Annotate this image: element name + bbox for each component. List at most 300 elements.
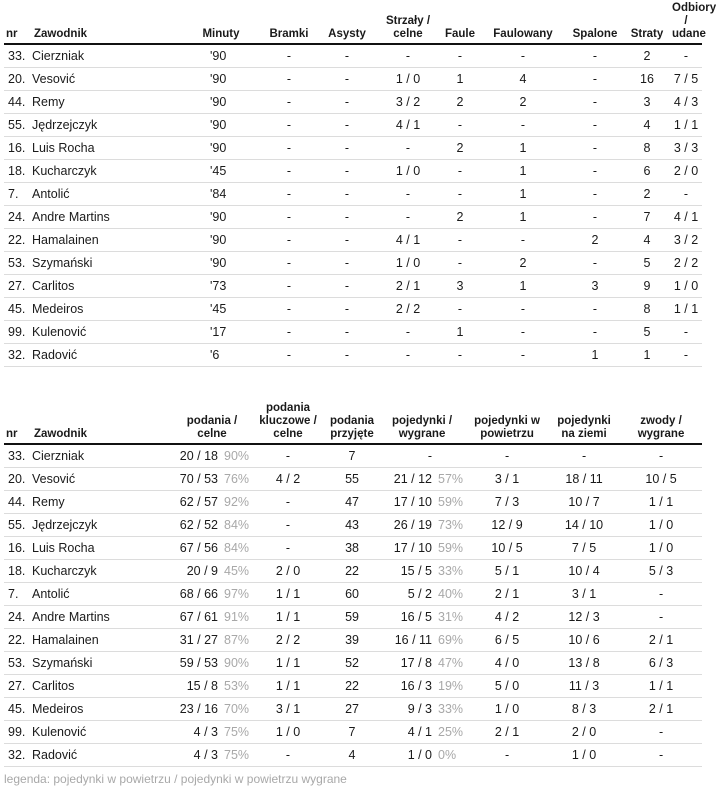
header-cell: Odbiory / udane <box>670 2 702 44</box>
table-cell: 53. <box>4 252 32 275</box>
table-cell: 2 <box>566 229 624 252</box>
table-cell: - <box>250 491 326 514</box>
table-cell: 18 / 11 <box>548 468 620 491</box>
table-cell: - <box>250 744 326 767</box>
table-cell: 3 <box>566 275 624 298</box>
table-cell: 4 / 3 <box>670 91 702 114</box>
table-cell: 15 / 8 <box>174 675 220 698</box>
table-cell: 4 / 1 <box>670 206 702 229</box>
table-cell: 59 <box>326 606 378 629</box>
table-cell: 1 / 1 <box>250 675 326 698</box>
table-cell: 99. <box>4 721 32 744</box>
table-row <box>4 744 702 767</box>
table-cell: 26 / 19 <box>378 514 434 537</box>
table-row <box>4 721 702 744</box>
table-cell: - <box>440 298 480 321</box>
table-cell: '17 <box>182 321 260 344</box>
table-cell: 13 / 8 <box>548 652 620 675</box>
passing-duels-table <box>4 402 702 767</box>
table-cell: 24. <box>4 206 32 229</box>
table-cell: 69% <box>434 629 466 652</box>
header-cell: podania przyjęte <box>326 402 378 444</box>
table-row <box>4 583 702 606</box>
table-cell: 47 <box>326 491 378 514</box>
table-cell: Cierzniak <box>32 44 182 68</box>
table-cell: - <box>376 44 440 68</box>
table-cell: 1 <box>566 344 624 367</box>
table-cell: 4 <box>624 114 670 137</box>
table-cell: - <box>260 321 318 344</box>
table-cell: - <box>260 183 318 206</box>
table-row <box>4 606 702 629</box>
table-cell: - <box>440 160 480 183</box>
match-stats-table <box>4 2 716 367</box>
table-row <box>4 44 702 68</box>
table-row <box>4 275 702 298</box>
table-cell: 2 / 0 <box>250 560 326 583</box>
table-row <box>4 560 702 583</box>
table-cell: 15 / 5 <box>378 560 434 583</box>
table-cell: 7 / 5 <box>548 537 620 560</box>
table-cell: 27 <box>326 698 378 721</box>
table-row <box>4 206 702 229</box>
table-cell: '90 <box>182 68 260 91</box>
table-cell: 4 / 1 <box>376 229 440 252</box>
header-cell: Asysty <box>318 2 376 44</box>
table-cell: 2 / 2 <box>670 252 702 275</box>
table-cell: 5 / 3 <box>620 560 702 583</box>
table-cell: 1 / 0 <box>378 744 434 767</box>
table-cell: 6 / 5 <box>466 629 548 652</box>
table-cell: - <box>376 206 440 229</box>
table-cell: - <box>566 298 624 321</box>
table-cell: 84% <box>220 514 250 537</box>
table-cell: - <box>566 137 624 160</box>
table-cell: Kucharczyk <box>32 160 182 183</box>
table-cell: '73 <box>182 275 260 298</box>
table-cell: 68 / 66 <box>174 583 220 606</box>
table-cell: Remy <box>32 91 182 114</box>
table-cell: 55. <box>4 114 32 137</box>
table-cell: 8 / 3 <box>548 698 620 721</box>
table-cell: 92% <box>220 491 250 514</box>
table-cell: - <box>440 44 480 68</box>
table-cell: '90 <box>182 91 260 114</box>
table-cell: 32. <box>4 344 32 367</box>
table-cell: 59% <box>434 491 466 514</box>
header-cell: Straty <box>624 2 670 44</box>
table-cell: - <box>670 44 702 68</box>
table-cell: 16 <box>624 68 670 91</box>
table-cell: 1 <box>480 160 566 183</box>
table-cell: - <box>318 252 376 275</box>
header-cell: podania kluczowe / celne <box>250 402 326 444</box>
table-row <box>4 321 702 344</box>
table-row <box>4 298 702 321</box>
table-cell: - <box>620 721 702 744</box>
table-cell: - <box>318 137 376 160</box>
table-cell: - <box>260 229 318 252</box>
table-cell: '90 <box>182 229 260 252</box>
table-cell: - <box>318 275 376 298</box>
table-row <box>4 91 702 114</box>
table-cell: 22. <box>4 629 32 652</box>
table-cell: 18. <box>4 160 32 183</box>
table-row <box>4 468 702 491</box>
table-cell: 5 <box>624 321 670 344</box>
table-cell: 22 <box>326 560 378 583</box>
table-cell: 24. <box>4 606 32 629</box>
table-cell: - <box>440 344 480 367</box>
table-cell: 12 / 9 <box>466 514 548 537</box>
table-cell: - <box>566 252 624 275</box>
table-cell: 4 / 3 <box>174 721 220 744</box>
table-cell: 60 <box>326 583 378 606</box>
table-cell: 7 <box>326 721 378 744</box>
table-cell: '84 <box>182 183 260 206</box>
header-cell: pojedynki / wygrane <box>378 402 466 444</box>
table-cell: 2 <box>480 252 566 275</box>
table-row <box>4 652 702 675</box>
table-cell: 33% <box>434 698 466 721</box>
table-cell: - <box>318 114 376 137</box>
table-cell: - <box>376 321 440 344</box>
table-cell: 7 / 5 <box>670 68 702 91</box>
table-cell: 2 <box>480 91 566 114</box>
table-cell: 52 <box>326 652 378 675</box>
table-cell: - <box>566 183 624 206</box>
table-cell: - <box>260 68 318 91</box>
table-cell: 8 <box>624 137 670 160</box>
table-cell: 27. <box>4 675 32 698</box>
table-cell: - <box>260 44 318 68</box>
table-cell: 20. <box>4 68 32 91</box>
table-row <box>4 698 702 721</box>
table-cell: Andre Martins <box>32 606 174 629</box>
table-cell: - <box>440 114 480 137</box>
table-cell: 2 / 0 <box>670 160 702 183</box>
table-cell: - <box>620 744 702 767</box>
table-cell: 1 / 0 <box>620 514 702 537</box>
table-cell: 10 / 5 <box>620 468 702 491</box>
table-cell: - <box>260 344 318 367</box>
table-cell: 31% <box>434 606 466 629</box>
table-cell: 39 <box>326 629 378 652</box>
table-cell: 3 / 2 <box>670 229 702 252</box>
table-cell: - <box>480 344 566 367</box>
table-cell: 1 <box>480 183 566 206</box>
table-cell: Antolić <box>32 183 182 206</box>
table-cell: 27. <box>4 275 32 298</box>
table-cell: 1 / 1 <box>670 114 702 137</box>
table-cell: - <box>250 444 326 468</box>
table-cell: - <box>376 183 440 206</box>
table-cell: 9 <box>624 275 670 298</box>
table-cell: Antolić <box>32 583 174 606</box>
table-row <box>4 229 702 252</box>
table-row <box>4 252 702 275</box>
table-cell: - <box>260 252 318 275</box>
table-cell: '90 <box>182 252 260 275</box>
table-cell: 2 <box>624 183 670 206</box>
table-cell: Andre Martins <box>32 206 182 229</box>
table-cell: - <box>318 44 376 68</box>
table-cell: 31 / 27 <box>174 629 220 652</box>
table-cell: - <box>566 321 624 344</box>
table-cell: - <box>260 275 318 298</box>
table-cell: 44. <box>4 491 32 514</box>
table-cell: - <box>480 298 566 321</box>
table-cell: 3 <box>624 91 670 114</box>
table-cell: 10 / 4 <box>548 560 620 583</box>
table-cell: 14 / 10 <box>548 514 620 537</box>
table-cell: Kucharczyk <box>32 560 174 583</box>
table-cell: 17 / 10 <box>378 491 434 514</box>
table-cell: - <box>318 160 376 183</box>
table-cell: 2 <box>440 137 480 160</box>
table-cell: - <box>670 344 702 367</box>
table-cell: 23 / 16 <box>174 698 220 721</box>
table-cell: 5 / 0 <box>466 675 548 698</box>
table-cell: 2 / 1 <box>376 275 440 298</box>
table-cell: 16 / 11 <box>378 629 434 652</box>
table-cell: 11 / 3 <box>548 675 620 698</box>
table-cell: Jędrzejczyk <box>32 114 182 137</box>
table-cell: 3 / 1 <box>548 583 620 606</box>
table-cell: 2 / 1 <box>466 583 548 606</box>
table-cell: 1 / 0 <box>548 744 620 767</box>
table-row <box>4 491 702 514</box>
table-cell: - <box>260 91 318 114</box>
table-cell: 45. <box>4 698 32 721</box>
table-cell: 1 <box>440 68 480 91</box>
table-cell: 4 <box>480 68 566 91</box>
table-cell: 1 / 1 <box>250 583 326 606</box>
header-cell: Strzały / celne <box>376 2 440 44</box>
table-cell: Medeiros <box>32 698 174 721</box>
table-cell: 87% <box>220 629 250 652</box>
table-cell: Medeiros <box>32 298 182 321</box>
table-cell: 47% <box>434 652 466 675</box>
table-cell: - <box>318 206 376 229</box>
table-cell: 19% <box>434 675 466 698</box>
table-cell: - <box>318 321 376 344</box>
header-cell: pojedynki w powietrzu <box>466 402 548 444</box>
header-cell: Minuty <box>182 2 260 44</box>
table-cell: Vesović <box>32 68 182 91</box>
header-cell: Spalone <box>566 2 624 44</box>
table-cell: 90% <box>220 444 250 468</box>
table-cell: 53. <box>4 652 32 675</box>
table-cell: 25% <box>434 721 466 744</box>
table-cell: - <box>260 160 318 183</box>
table-cell: 9 / 3 <box>378 698 434 721</box>
table-cell: 20 / 9 <box>174 560 220 583</box>
table-cell: 7. <box>4 583 32 606</box>
table-cell: 2 / 1 <box>620 629 702 652</box>
table-cell: Kulenović <box>32 321 182 344</box>
table-cell: 55 <box>326 468 378 491</box>
table-cell: - <box>480 321 566 344</box>
table-row <box>4 344 702 367</box>
table-cell: - <box>250 537 326 560</box>
table-cell: 1 / 1 <box>250 606 326 629</box>
table-cell: Szymański <box>32 652 174 675</box>
table-cell: 12 / 3 <box>548 606 620 629</box>
table-cell: Jędrzejczyk <box>32 514 174 537</box>
table-cell: 70 / 53 <box>174 468 220 491</box>
header-cell: nr <box>4 2 32 44</box>
table-cell: '6 <box>182 344 260 367</box>
table-cell: - <box>260 298 318 321</box>
table-cell: Hamalainen <box>32 629 174 652</box>
table-cell: - <box>566 206 624 229</box>
table-cell: Cierzniak <box>32 444 174 468</box>
table-cell: 45. <box>4 298 32 321</box>
table-cell: - <box>260 137 318 160</box>
table-cell: 4 / 2 <box>466 606 548 629</box>
header-cell: zwody / wygrane <box>620 402 702 444</box>
table-cell: 2 <box>440 206 480 229</box>
table-row <box>4 114 702 137</box>
table-cell: 45% <box>220 560 250 583</box>
table-cell: 17 / 8 <box>378 652 434 675</box>
table-cell: 10 / 5 <box>466 537 548 560</box>
table-cell: 22 <box>326 675 378 698</box>
table-cell: 4 <box>624 229 670 252</box>
table-cell: 1 <box>480 137 566 160</box>
table-cell: 18. <box>4 560 32 583</box>
table-cell: 67 / 56 <box>174 537 220 560</box>
table-cell: 10 / 6 <box>548 629 620 652</box>
table-cell: 2 / 0 <box>548 721 620 744</box>
table-cell: Szymański <box>32 252 182 275</box>
table-cell: 55. <box>4 514 32 537</box>
table-cell: 97% <box>220 583 250 606</box>
table-cell: '45 <box>182 160 260 183</box>
table-cell: 53% <box>220 675 250 698</box>
table-cell: 43 <box>326 514 378 537</box>
table-cell: Remy <box>32 491 174 514</box>
table-cell: 2 / 2 <box>376 298 440 321</box>
table-cell: Carlitos <box>32 275 182 298</box>
table-cell: 40% <box>434 583 466 606</box>
table-cell: 1 / 0 <box>376 252 440 275</box>
table-cell: 2 <box>624 44 670 68</box>
table-cell: 1 / 1 <box>670 298 702 321</box>
table-cell: 20 / 18 <box>174 444 220 468</box>
table-cell: - <box>620 606 702 629</box>
table-cell: 1 / 0 <box>376 68 440 91</box>
table-cell: - <box>566 114 624 137</box>
table-cell: 3 / 2 <box>376 91 440 114</box>
table-cell: 1 / 1 <box>250 652 326 675</box>
table-cell: 59 / 53 <box>174 652 220 675</box>
table-cell: - <box>250 514 326 537</box>
table-row <box>4 514 702 537</box>
table-cell: Radović <box>32 344 182 367</box>
table-cell: 7 <box>624 206 670 229</box>
table-row <box>4 629 702 652</box>
table-cell: '90 <box>182 206 260 229</box>
table-cell: 2 / 2 <box>250 629 326 652</box>
table-cell: - <box>440 229 480 252</box>
table-cell: 33. <box>4 44 32 68</box>
table-cell: 33. <box>4 444 32 468</box>
table-cell: 33% <box>434 560 466 583</box>
table-cell: - <box>548 444 620 468</box>
table-cell: 8 <box>624 298 670 321</box>
table-cell: - <box>318 68 376 91</box>
table-cell: - <box>440 183 480 206</box>
table-row <box>4 444 702 468</box>
table-cell: 99. <box>4 321 32 344</box>
table-cell: 70% <box>220 698 250 721</box>
table-cell: 4 <box>326 744 378 767</box>
table-cell: - <box>480 114 566 137</box>
table-cell: 16 / 5 <box>378 606 434 629</box>
table-cell: 17 / 10 <box>378 537 434 560</box>
table-cell: 75% <box>220 744 250 767</box>
header-cell: Faulowany <box>480 2 566 44</box>
table-cell: 62 / 52 <box>174 514 220 537</box>
header-cell: nr <box>4 402 32 444</box>
table-cell: - <box>378 444 434 468</box>
table-cell: '90 <box>182 137 260 160</box>
table-cell: 7. <box>4 183 32 206</box>
table-cell: 3 / 3 <box>670 137 702 160</box>
table-cell: 1 / 0 <box>376 160 440 183</box>
table-cell: 3 / 1 <box>466 468 548 491</box>
table-cell: 22. <box>4 229 32 252</box>
table-cell: - <box>440 252 480 275</box>
table-cell: 91% <box>220 606 250 629</box>
table-cell: 75% <box>220 721 250 744</box>
header-cell: Zawodnik <box>32 2 182 44</box>
table-cell: 1 / 1 <box>620 491 702 514</box>
table-cell: 4 / 1 <box>378 721 434 744</box>
table-cell: Luis Rocha <box>32 137 182 160</box>
table-cell: 73% <box>434 514 466 537</box>
table-cell: - <box>260 114 318 137</box>
table-cell: 7 <box>326 444 378 468</box>
header-cell: pojedynki na ziemi <box>548 402 620 444</box>
table-row <box>4 160 702 183</box>
table-cell: 2 <box>440 91 480 114</box>
table-cell: '90 <box>182 44 260 68</box>
table-cell: - <box>480 229 566 252</box>
table-cell: 16. <box>4 537 32 560</box>
table-cell: 76% <box>220 468 250 491</box>
table-cell: - <box>318 298 376 321</box>
table-cell: - <box>620 444 702 468</box>
table-cell: 0% <box>434 744 466 767</box>
header-cell: Zawodnik <box>32 402 174 444</box>
table-cell: 5 / 1 <box>466 560 548 583</box>
table-cell: 7 / 3 <box>466 491 548 514</box>
table-cell: 90% <box>220 652 250 675</box>
table-cell: 1 <box>480 275 566 298</box>
table-cell: - <box>670 321 702 344</box>
table-cell: - <box>318 344 376 367</box>
header-cell: podania / celne <box>174 402 250 444</box>
table-cell: - <box>260 206 318 229</box>
table-cell: 1 / 0 <box>250 721 326 744</box>
table-cell: 1 <box>624 344 670 367</box>
table-cell: 1 / 0 <box>620 537 702 560</box>
table-cell: '90 <box>182 114 260 137</box>
table-cell: - <box>318 91 376 114</box>
